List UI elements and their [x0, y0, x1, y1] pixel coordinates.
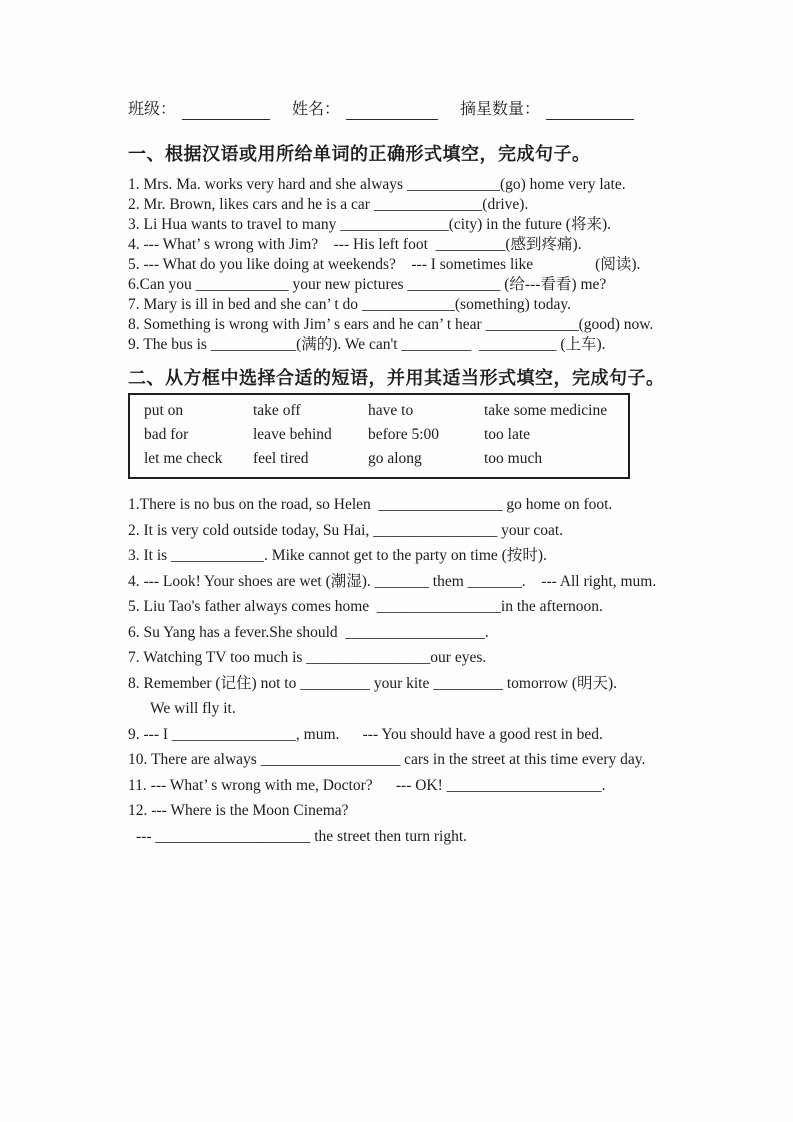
question-line: 11. --- What’ s wrong with me, Doctor? --- OK! ____________________. [128, 776, 606, 794]
question-line: 3. It is ____________. Mike cannot get to the party on time (按时). [128, 547, 547, 564]
word-bank-phrase: leave behind [253, 426, 332, 443]
class-label: 班级： [128, 101, 177, 118]
header-field-class [128, 100, 270, 120]
word-bank-phrase: have to [368, 402, 414, 419]
word-bank-row [144, 399, 628, 423]
header-field-name [292, 100, 438, 120]
question-continuation-line: We will fly it. [150, 700, 236, 717]
word-bank-phrase: too late [484, 426, 531, 443]
section1-title: 一、根据汉语或用所给单词的正确形式填空，完成句子。 [128, 144, 591, 164]
word-bank-phrase: before 5:00 [368, 426, 440, 443]
word-bank-row [144, 447, 628, 471]
header-row [128, 100, 694, 120]
section2-title: 二、从方框中选择合适的短语，并用其适当形式填空，完成句子。 [128, 368, 665, 388]
question-line: 6. Su Yang has a fever.She should __________________. [128, 623, 489, 641]
question-line: 5. --- What do you like doing at weekends? --- I sometimes like (阅读). [128, 256, 641, 273]
question-line: 7. Watching TV too much is ________________our eyes. [128, 649, 487, 666]
word-bank-phrase: take some medicine [484, 402, 608, 419]
stars-blank-line [546, 103, 634, 120]
question-line: 6.Can you ____________ your new pictures ____________ (给---看看) me? [128, 276, 607, 293]
question-line: 8. Remember (记住) not to _________ your kite _________ tomorrow (明天). [128, 674, 618, 692]
question-line: 10. There are always __________________ cars in the street at this time every day. [128, 751, 646, 768]
question-line: 4. --- Look! Your shoes are wet (潮湿). _______ them _______. --- All right, mum. [128, 572, 657, 590]
question-line: 3. Li Hua wants to travel to many ______________(city) in the future (将来). [128, 216, 611, 233]
word-bank-phrase: feel tired [253, 450, 309, 467]
stars-label: 摘星数量： [460, 101, 541, 118]
question-line: 5. Liu Tao's father always comes home ________________in the afternoon. [128, 598, 603, 615]
word-bank-phrase: let me check [144, 450, 223, 467]
question-line: 9. --- I ________________, mum. --- You should have a good rest in bed. [128, 725, 603, 743]
section1-questions [128, 175, 694, 355]
word-bank-phrase: go along [368, 450, 422, 467]
header-field-stars [460, 100, 634, 120]
question-line: 7. Mary is ill in bed and she can’ t do ____________(something) today. [128, 296, 571, 313]
question-line: 1. Mrs. Ma. works very hard and she always ____________(go) home very late. [128, 176, 626, 193]
question-continuation-line: --- ____________________ the street then turn right. [136, 827, 468, 845]
worksheet-content [128, 100, 694, 849]
question-line: 2. It is very cold outside today, Su Hai, ________________ your coat. [128, 521, 564, 539]
question-line: 8. Something is wrong with Jim’ s ears and he can’ t hear ____________(good) now. [128, 316, 654, 333]
word-bank-box [128, 393, 630, 479]
name-label: 姓名： [292, 101, 341, 118]
word-bank-phrase: bad for [144, 426, 189, 443]
section2-questions [128, 492, 694, 849]
name-blank-line [346, 103, 438, 120]
question-line: 1.There is no bus on the road, so Helen ________________ go home on foot. [128, 496, 613, 513]
word-bank-phrase: too much [484, 450, 543, 467]
question-line: 2. Mr. Brown, likes cars and he is a car ______________(drive). [128, 196, 529, 213]
question-line: 9. The bus is ___________(满的). We can't _________ __________ (上车). [128, 336, 606, 353]
question-line: 12. --- Where is the Moon Cinema? [128, 802, 349, 819]
class-blank-line [182, 103, 270, 120]
word-bank-phrase: put on [144, 402, 184, 419]
question-line: 4. --- What’ s wrong with Jim? --- His left foot _________(感到疼痛). [128, 236, 582, 253]
word-bank-phrase: take off [253, 402, 301, 419]
word-bank-row [144, 423, 628, 447]
